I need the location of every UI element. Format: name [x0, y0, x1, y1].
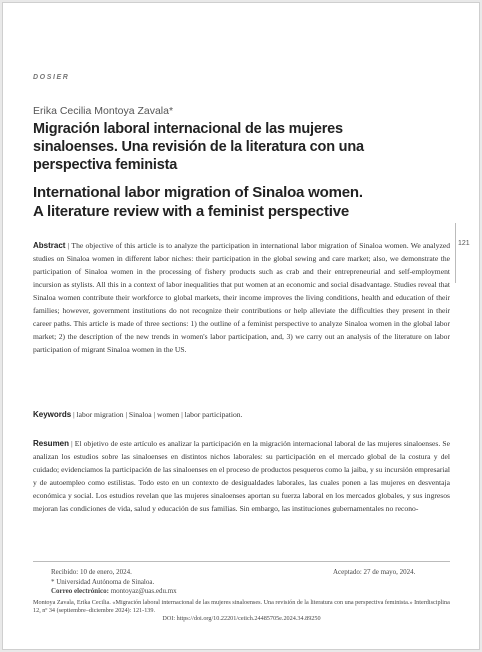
footer-divider — [33, 561, 450, 562]
document-page — [2, 2, 480, 650]
doi-link[interactable]: DOI: https://doi.org/10.22201/ceiich.24485705e.2024.34.89250 — [162, 615, 321, 622]
resumen-paragraph — [33, 437, 450, 515]
keywords-paragraph — [33, 408, 450, 421]
received-date: Recibido: 10 de enero, 2024. — [51, 568, 132, 576]
keywords-text: | labor migration | Sinaloa | women | labor participation. — [73, 410, 243, 419]
title-spanish-line: sinaloenses. Una revisión de la literatura con una — [33, 139, 364, 155]
title-spanish-line: perspectiva feminista — [33, 157, 178, 173]
citation-block — [33, 599, 450, 623]
page-number: 121 — [458, 240, 470, 247]
email-address[interactable]: montoyaz@uas.edu.mx — [110, 587, 177, 595]
abstract-label: Abstract — [33, 241, 66, 250]
keywords-label: Keywords — [33, 410, 72, 419]
resumen-text: | El objetivo de este artículo es analizar la participación en la migración internacional laboral de las mujeres sinaloenses. Se analizan los estudios sobre las sinaloenses en distintos nichos laborales: su participación en el mercado global de la costura y del cuidado; evidenciamos la participación de las sinaloenses en el proceso de productos pesqueros como la jaiba, y su incursión empresarial y de autoempleo como estilistas. Todo esto en un contexto de desigualdades laborales, las cuales ponen a las mujeres en desventaja económica y social. Los estudios revelan que las mujeres sinaloenses aportan su fuerza laboral en los mercados globales, y sus ingresos mejoran las condiciones de vida, salud y educación de sus familias. Sin embargo, las instituciones gubernamentales no recono- — [33, 439, 450, 513]
resumen-label: Resumen — [33, 439, 70, 448]
title-english-line: A literature review with a feminist perspective — [33, 203, 349, 220]
abstract-text: | The objective of this article is to analyze the participation in international labor migration of Sinaloa women. We analyzed studies on Sinaloa women in different labor niches: their participation in the global sewing and care market; also, we demonstrate the participation of Sinaloa women in the processing of fishery products such as crab and their entrepreneurial and self-employment incursion as stylists. All this in a context of labor inequalities that put women at an economic and social disadvantage. Studies reveal that Sinaloa women contribute their workforce to global markets, their income improves the living conditions, health and education of their families; however, government institutions do not recognize their contributions or help alleviate the difficulties they present in their career paths. This article is made of three sections: 1) the outline of a feminist perspective to analyze Sinaloa women in the global labor market; 2) the description of the new trends in women's labor participation, and, 3) we carry out an analysis of the literature on labor participation of migrant Sinaloa women in the US. — [33, 241, 450, 354]
title-spanish-line: Migración laboral internacional de las mujeres — [33, 121, 343, 137]
author-affiliation: * Universidad Autónoma de Sinaloa. — [51, 578, 155, 586]
abstract-paragraph — [33, 239, 450, 356]
title-english — [33, 183, 463, 221]
margin-rule — [455, 223, 456, 283]
accepted-date: Aceptado: 27 de mayo, 2024. — [333, 568, 416, 576]
author-name: Erika Cecilia Montoya Zavala* — [33, 105, 174, 117]
author-email-line — [51, 587, 177, 596]
email-label: Correo electrónico: — [51, 587, 109, 595]
section-label: DOSIER — [33, 74, 70, 81]
title-spanish — [33, 120, 463, 174]
title-english-line: International labor migration of Sinaloa women. — [33, 184, 363, 201]
citation-text: Montoya Zavala, Erika Cecilia. «Migración laboral internacional de las mujeres sinaloenses. Una revisión de la literatura con una perspectiva feminista.» Interdisciplina 12, nº 34 (septiembre–diciembre 2024): 121-139. — [33, 599, 450, 614]
